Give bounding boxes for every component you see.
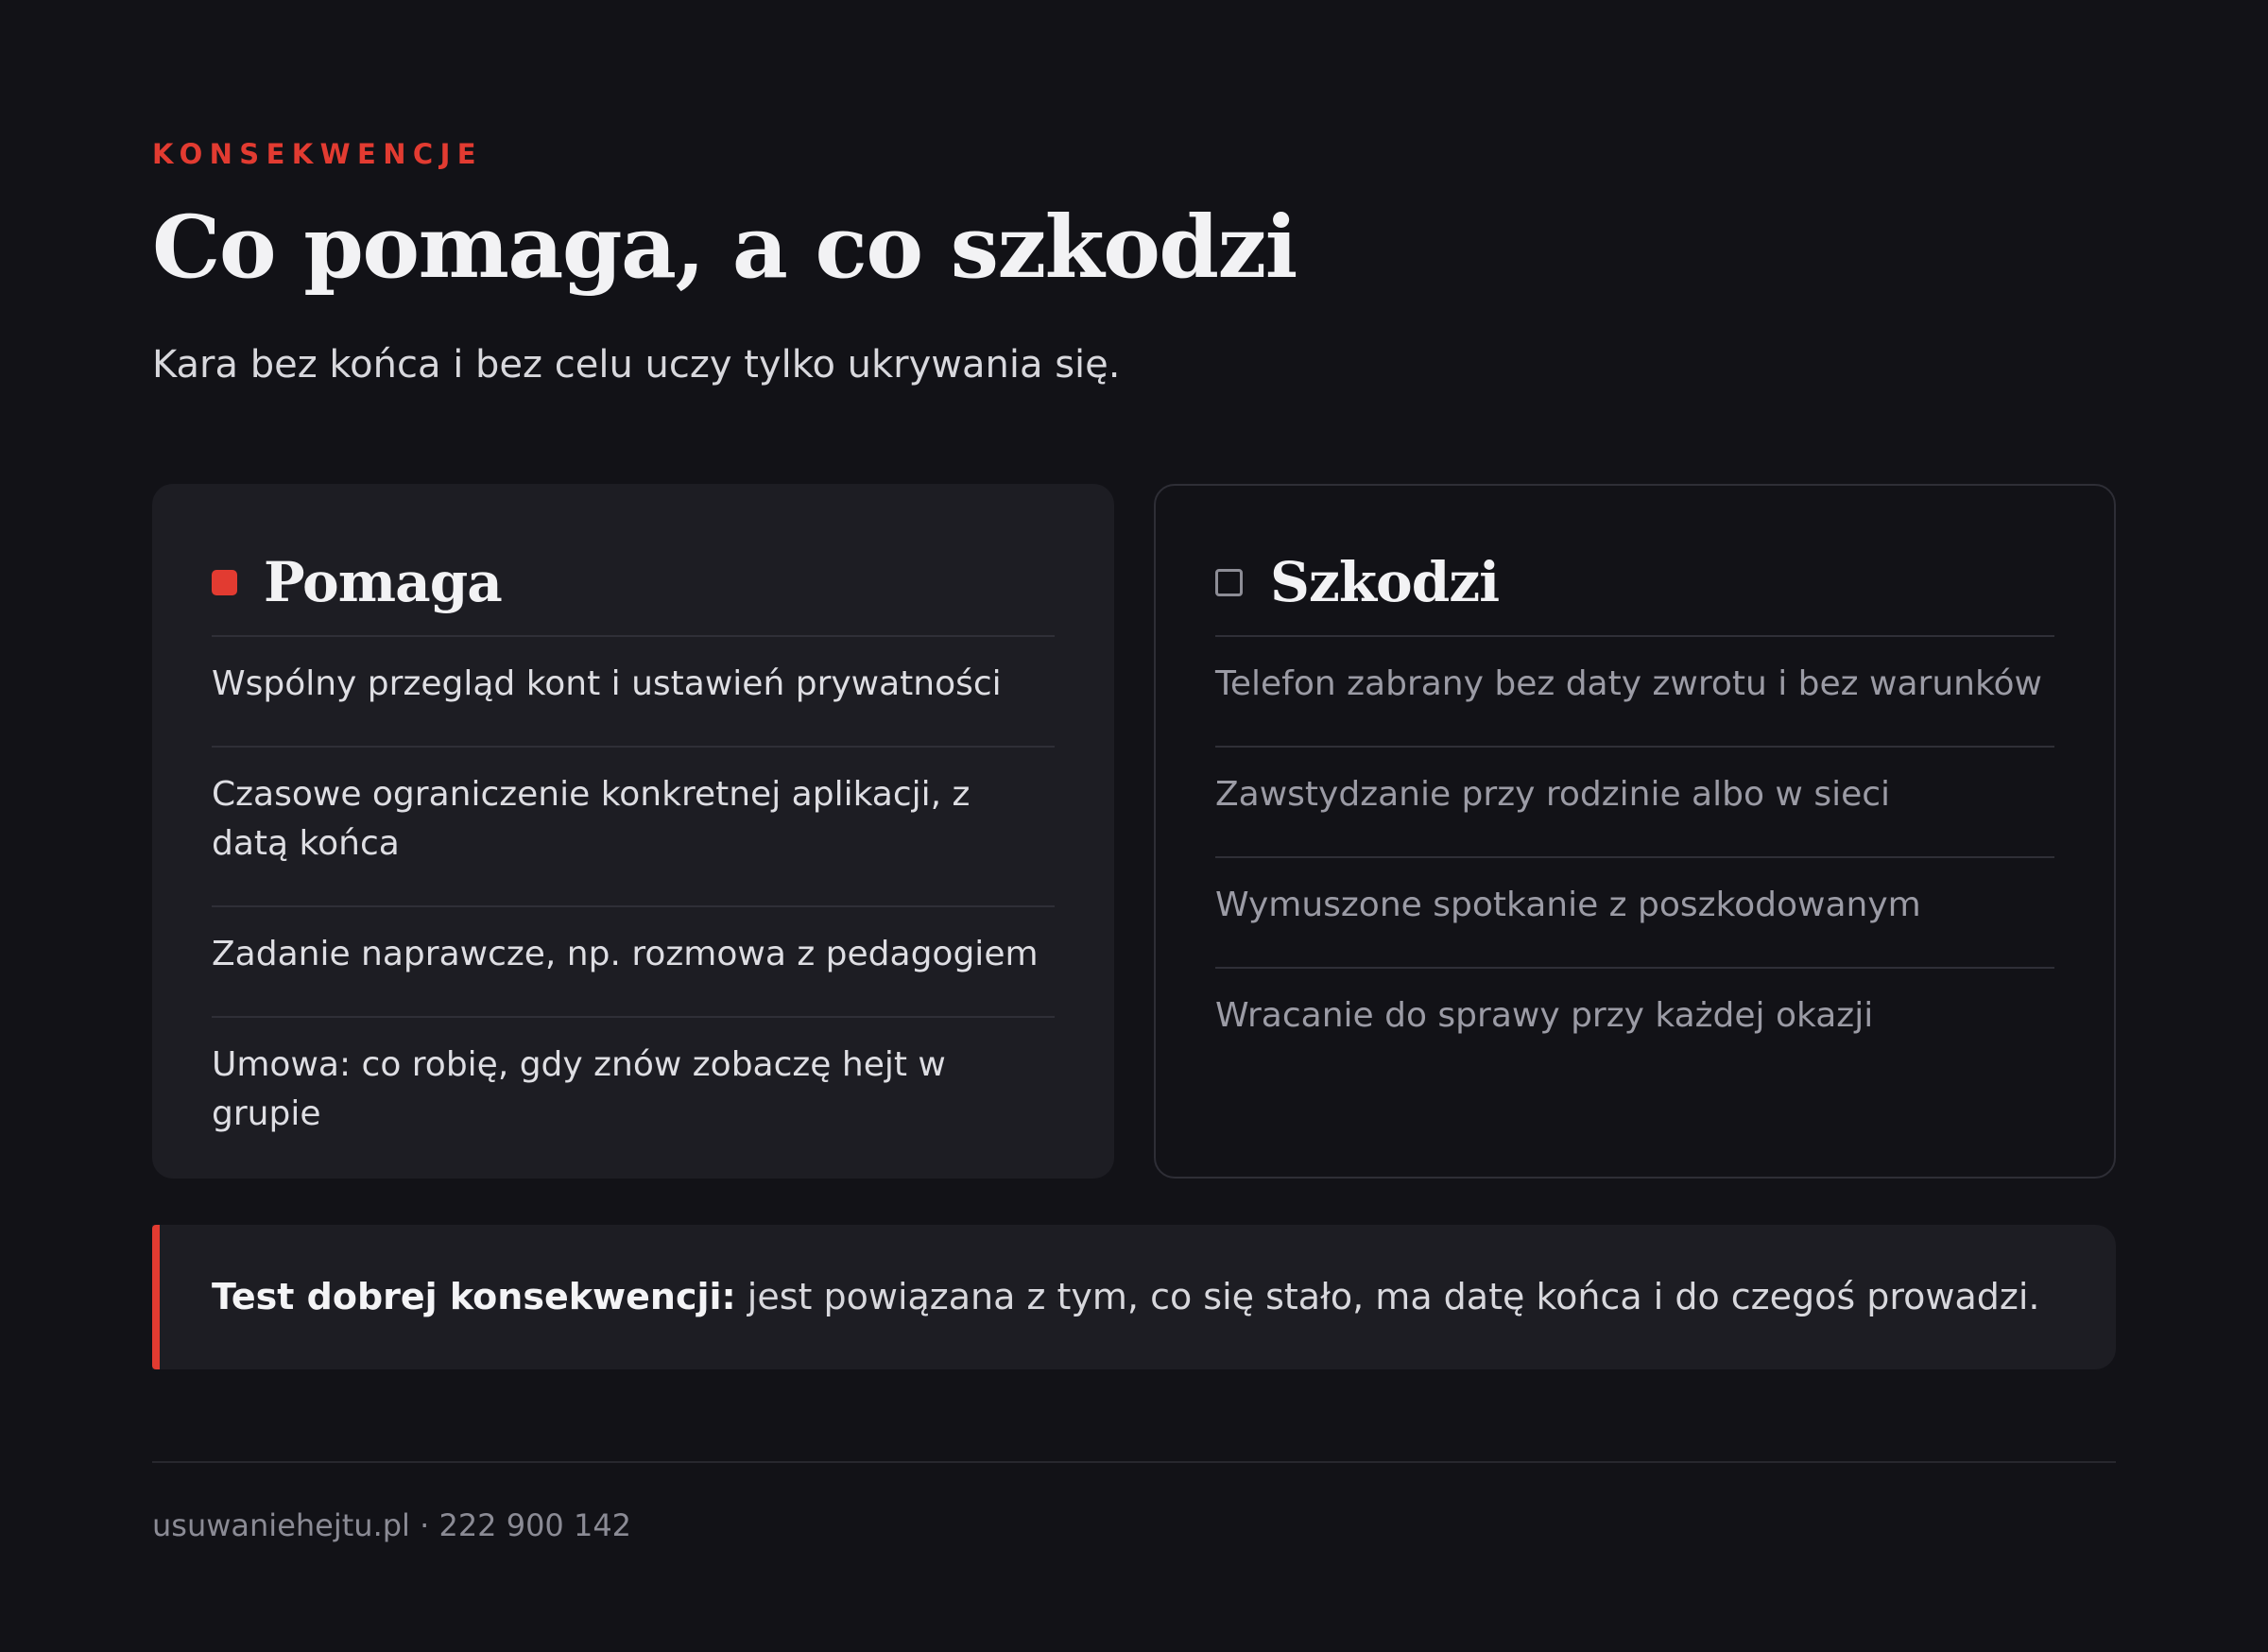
hollow-square-icon [1215,569,1243,596]
section-eyebrow: KONSEKWENCJE [152,138,484,170]
helps-list-item: Czasowe ograniczenie konkretnej aplikacji, z datą końca [212,748,1055,907]
helps-card-title: Pomaga [264,550,502,614]
footer-divider [152,1461,2116,1463]
harms-card-header [1215,529,2054,637]
page-lead: Kara bez końca i bez celu uczy tylko ukrywania się. [152,343,1121,387]
helps-list-item: Wspólny przegląd kont i ustawień prywatności [212,637,1055,748]
helps-card [152,484,1114,1179]
harms-list-item: Wracanie do sprawy przy każdej okazji [1215,996,1874,1035]
harms-list-item: Telefon zabrany bez daty zwrotu i bez warunków [1215,637,2054,748]
callout-text [212,1270,2039,1323]
callout-accent-bar [152,1225,160,1369]
callout-label: Test dobrej konsekwencji: [212,1276,736,1317]
harms-list-item: Zawstydzanie przy rodzinie albo w sieci [1215,748,2054,858]
harms-card-title: Szkodzi [1270,550,1500,614]
filled-square-icon [212,570,237,595]
helps-list-item: Zadanie naprawcze, np. rozmowa z pedagogiem [212,907,1055,1018]
page-title: Co pomaga, a co szkodzi [152,198,1297,298]
helps-card-header [212,529,1055,637]
footer-contact: usuwaniehejtu.pl · 222 900 142 [152,1507,632,1543]
helps-list [212,637,1055,1176]
harms-list [1215,637,2054,1077]
harms-card [1154,484,2116,1179]
helps-list-item: Umowa: co robię, gdy znów zobaczę hejt w grupie [212,1045,946,1133]
callout-body: jest powiązana z tym, co się stało, ma datę końca i do czegoś prowadzi. [735,1276,2040,1317]
harms-list-item: Wymuszone spotkanie z poszkodowanym [1215,858,2054,969]
callout-box [152,1225,2116,1369]
page [152,0,2116,1652]
